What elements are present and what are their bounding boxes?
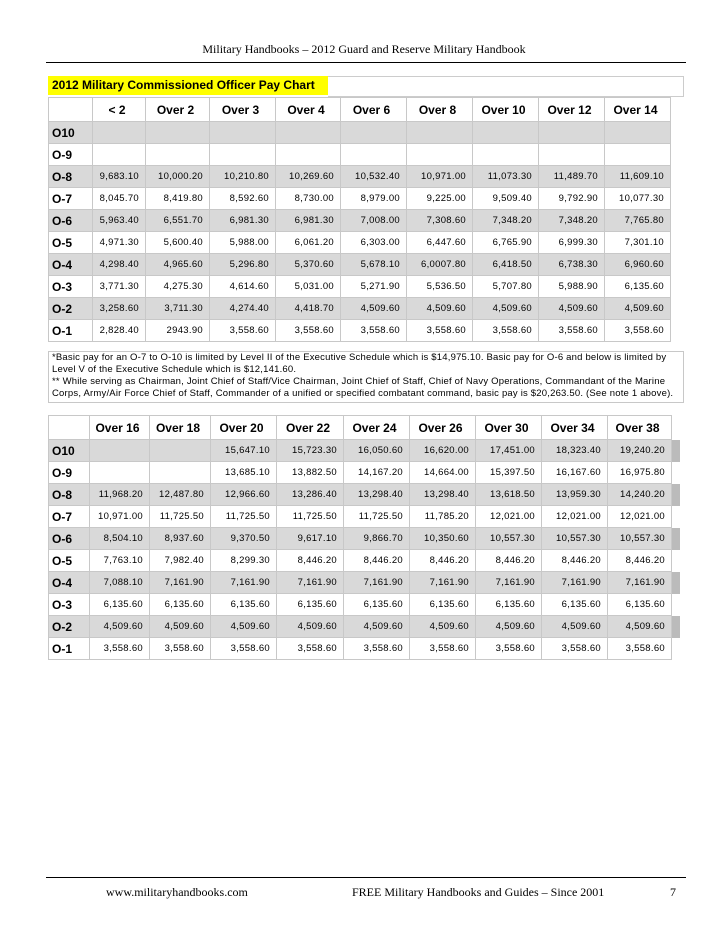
pay-cell: 15,397.50 [476, 462, 542, 484]
pay-cell [93, 144, 146, 166]
pay-cell [150, 440, 211, 462]
pay-cell: 8,299.30 [211, 550, 277, 572]
column-header: Over 38 [608, 416, 672, 440]
pay-cell [150, 462, 211, 484]
pay-cell: 10,532.40 [341, 166, 407, 188]
pay-cell: 3,558.60 [608, 638, 672, 660]
column-header: Over 8 [407, 98, 473, 122]
pay-cell: 5,707.80 [473, 276, 539, 298]
pay-cell: 2943.90 [146, 320, 210, 342]
pay-cell: 13,959.30 [542, 484, 608, 506]
pay-cell: 4,614.60 [210, 276, 276, 298]
pay-cell: 6,765.90 [473, 232, 539, 254]
pay-cell: 3,771.30 [93, 276, 146, 298]
pay-cell: 11,725.50 [277, 506, 344, 528]
pay-cell: 9,866.70 [344, 528, 410, 550]
table-row [49, 462, 681, 484]
pay-cell: 4,274.40 [210, 298, 276, 320]
table-row [49, 550, 681, 572]
table-row [49, 122, 671, 144]
pay-cell: 3,558.60 [277, 638, 344, 660]
table-edge [672, 484, 681, 506]
pay-cell: 6,551.70 [146, 210, 210, 232]
pay-cell: 6,418.50 [473, 254, 539, 276]
rank-label: O-3 [49, 276, 93, 298]
table-row [49, 254, 671, 276]
pay-cell: 11,489.70 [539, 166, 605, 188]
pay-cell: 6,738.30 [539, 254, 605, 276]
pay-cell: 14,664.00 [410, 462, 476, 484]
table-edge [672, 594, 681, 616]
rank-header [49, 98, 93, 122]
pay-cell: 10,557.30 [542, 528, 608, 550]
table-row [49, 188, 671, 210]
pay-cell: 4,509.60 [277, 616, 344, 638]
pay-cell: 15,647.10 [211, 440, 277, 462]
pay-cell: 12,021.00 [608, 506, 672, 528]
pay-cell: 8,937.60 [150, 528, 211, 550]
pay-cell [146, 144, 210, 166]
pay-cell: 6,999.30 [539, 232, 605, 254]
pay-cell: 7,308.60 [407, 210, 473, 232]
table-row [49, 484, 681, 506]
pay-cell: 9,509.40 [473, 188, 539, 210]
pay-cell: 13,286.40 [277, 484, 344, 506]
pay-cell: 8,730.00 [276, 188, 341, 210]
column-header: Over 18 [150, 416, 211, 440]
pay-cell: 8,446.20 [344, 550, 410, 572]
table-row [49, 144, 671, 166]
pay-cell: 7,301.10 [605, 232, 671, 254]
pay-cell: 4,509.60 [341, 298, 407, 320]
pay-cell: 4,509.60 [410, 616, 476, 638]
pay-cell: 7,088.10 [90, 572, 150, 594]
rank-header [49, 416, 90, 440]
pay-cell [473, 144, 539, 166]
pay-cell: 15,723.30 [277, 440, 344, 462]
pay-cell: 7,161.90 [476, 572, 542, 594]
column-header: Over 22 [277, 416, 344, 440]
pay-cell: 13,882.50 [277, 462, 344, 484]
table-edge [672, 616, 681, 638]
pay-cell: 6,135.60 [150, 594, 211, 616]
table-edge [672, 462, 681, 484]
pay-cell: 6,135.60 [90, 594, 150, 616]
pay-cell: 16,167.60 [542, 462, 608, 484]
pay-cell: 3,558.60 [539, 320, 605, 342]
pay-cell: 7,161.90 [410, 572, 476, 594]
pay-cell: 11,785.20 [410, 506, 476, 528]
pay-cell: 8,045.70 [93, 188, 146, 210]
pay-cell [146, 122, 210, 144]
rank-label: O-6 [49, 528, 90, 550]
table-edge [672, 440, 681, 462]
pay-cell: 11,725.50 [211, 506, 277, 528]
rank-label: O-1 [49, 320, 93, 342]
pay-cell: 7,763.10 [90, 550, 150, 572]
pay-cell: 10,269.60 [276, 166, 341, 188]
pay-cell [341, 122, 407, 144]
pay-cell: 9,617.10 [277, 528, 344, 550]
pay-cell: 3,558.60 [410, 638, 476, 660]
pay-cell: 3,558.60 [210, 320, 276, 342]
table-row [49, 298, 671, 320]
pay-cell: 8,446.20 [410, 550, 476, 572]
pay-cell: 10,210.80 [210, 166, 276, 188]
pay-cell: 6,447.60 [407, 232, 473, 254]
pay-cell: 8,446.20 [476, 550, 542, 572]
pay-cell: 6,135.60 [344, 594, 410, 616]
pay-cell: 10,077.30 [605, 188, 671, 210]
pay-cell: 7,161.90 [344, 572, 410, 594]
pay-cell: 8,504.10 [90, 528, 150, 550]
pay-cell: 6,135.60 [476, 594, 542, 616]
pay-cell: 3,558.60 [150, 638, 211, 660]
pay-cell: 6,960.60 [605, 254, 671, 276]
rank-label: O-1 [49, 638, 90, 660]
pay-cell: 7,161.90 [211, 572, 277, 594]
pay-cell: 9,370.50 [211, 528, 277, 550]
pay-cell: 5,963.40 [93, 210, 146, 232]
footer-tagline: FREE Military Handbooks and Guides – Since 2001 [352, 885, 605, 899]
pay-cell: 4,509.60 [407, 298, 473, 320]
table-header-row [49, 98, 671, 122]
pay-cell: 4,509.60 [605, 298, 671, 320]
pay-cell [93, 122, 146, 144]
pay-cell: 7,765.80 [605, 210, 671, 232]
pay-cell: 12,966.60 [211, 484, 277, 506]
table-row [49, 210, 671, 232]
table-row [49, 506, 681, 528]
pay-cell: 4,418.70 [276, 298, 341, 320]
pay-cell: 3,558.60 [473, 320, 539, 342]
pay-table-1 [48, 97, 671, 342]
rank-label: O-4 [49, 254, 93, 276]
pay-cell: 9,683.10 [93, 166, 146, 188]
pay-cell: 7,161.90 [608, 572, 672, 594]
pay-cell: 4,509.60 [476, 616, 542, 638]
rank-label: O-8 [49, 484, 90, 506]
pay-cell: 6,135.60 [410, 594, 476, 616]
pay-cell: 3,558.60 [341, 320, 407, 342]
pay-cell: 4,509.60 [90, 616, 150, 638]
pay-cell [210, 122, 276, 144]
table-row [49, 594, 681, 616]
pay-cell: 3,558.60 [605, 320, 671, 342]
pay-cell: 10,000.20 [146, 166, 210, 188]
column-header: Over 12 [539, 98, 605, 122]
pay-cell: 8,419.80 [146, 188, 210, 210]
pay-cell: 11,725.50 [344, 506, 410, 528]
table-header-row [49, 416, 681, 440]
pay-cell: 5,031.00 [276, 276, 341, 298]
pay-cell: 3,711.30 [146, 298, 210, 320]
pay-cell: 5,271.90 [341, 276, 407, 298]
column-header: Over 30 [476, 416, 542, 440]
pay-cell: 14,240.20 [608, 484, 672, 506]
pay-cell: 10,971.00 [90, 506, 150, 528]
page-header: Military Handbooks – 2012 Guard and Reserve Military Handbook [202, 42, 526, 56]
pay-cell: 17,451.00 [476, 440, 542, 462]
pay-cell [407, 144, 473, 166]
table-edge [672, 638, 681, 660]
column-header: < 2 [93, 98, 146, 122]
pay-cell [90, 440, 150, 462]
rank-label: O-9 [49, 144, 93, 166]
pay-cell: 5,988.00 [210, 232, 276, 254]
pay-cell [605, 122, 671, 144]
rank-label: O-7 [49, 506, 90, 528]
table-row [49, 440, 681, 462]
pay-cell: 4,965.60 [146, 254, 210, 276]
pay-cell: 6,135.60 [211, 594, 277, 616]
pay-cell: 4,509.60 [150, 616, 211, 638]
rank-label: O-4 [49, 572, 90, 594]
column-header: Over 20 [211, 416, 277, 440]
pay-cell: 11,073.30 [473, 166, 539, 188]
pay-cell: 8,592.60 [210, 188, 276, 210]
rank-label: O-5 [49, 550, 90, 572]
pay-cell: 4,509.60 [211, 616, 277, 638]
pay-cell: 4,275.30 [146, 276, 210, 298]
column-header: Over 24 [344, 416, 410, 440]
pay-cell: 9,225.00 [407, 188, 473, 210]
column-header: Over 6 [341, 98, 407, 122]
column-header: Over 2 [146, 98, 210, 122]
pay-cell: 16,050.60 [344, 440, 410, 462]
pay-cell: 5,296.80 [210, 254, 276, 276]
pay-cell [473, 122, 539, 144]
column-header: Over 14 [605, 98, 671, 122]
pay-cell: 16,620.00 [410, 440, 476, 462]
pay-cell: 7,161.90 [542, 572, 608, 594]
pay-cell: 3,558.60 [476, 638, 542, 660]
pay-cell: 12,487.80 [150, 484, 211, 506]
pay-cell: 12,021.00 [476, 506, 542, 528]
table-row [49, 528, 681, 550]
pay-cell [210, 144, 276, 166]
table-row [49, 320, 671, 342]
pay-cell: 6,135.60 [605, 276, 671, 298]
pay-cell: 4,509.60 [608, 616, 672, 638]
pay-cell: 6,061.20 [276, 232, 341, 254]
pay-cell: 3,558.60 [407, 320, 473, 342]
pay-cell: 4,971.30 [93, 232, 146, 254]
pay-cell: 13,685.10 [211, 462, 277, 484]
pay-cell: 6,303.00 [341, 232, 407, 254]
page-number: 7 [670, 885, 676, 899]
table-row [49, 276, 671, 298]
table-edge [672, 416, 681, 440]
column-header: Over 3 [210, 98, 276, 122]
chart-title-bar [328, 76, 684, 97]
pay-cell: 12,021.00 [542, 506, 608, 528]
pay-cell: 7,008.00 [341, 210, 407, 232]
pay-cell: 10,557.30 [608, 528, 672, 550]
table-row [49, 232, 671, 254]
table-row [49, 572, 681, 594]
pay-cell: 6,135.60 [542, 594, 608, 616]
pay-cell: 6,135.60 [277, 594, 344, 616]
pay-cell: 3,558.60 [344, 638, 410, 660]
rank-label: O10 [49, 122, 93, 144]
pay-cell: 7,161.90 [277, 572, 344, 594]
chart-title: 2012 Military Commissioned Officer Pay Chart [48, 76, 328, 95]
header-rule [46, 62, 686, 63]
pay-cell: 8,979.00 [341, 188, 407, 210]
pay-cell: 8,446.20 [608, 550, 672, 572]
pay-cell: 6,981.30 [210, 210, 276, 232]
pay-cell: 18,323.40 [542, 440, 608, 462]
pay-cell: 5,600.40 [146, 232, 210, 254]
table-edge [672, 550, 681, 572]
pay-cell: 19,240.20 [608, 440, 672, 462]
footer-rule [46, 877, 686, 878]
table-row [49, 638, 681, 660]
pay-cell: 6,981.30 [276, 210, 341, 232]
rank-label: O-2 [49, 616, 90, 638]
rank-label: O-5 [49, 232, 93, 254]
pay-cell [407, 122, 473, 144]
pay-cell [90, 462, 150, 484]
pay-cell: 16,975.80 [608, 462, 672, 484]
pay-cell: 10,350.60 [410, 528, 476, 550]
pay-cell: 13,618.50 [476, 484, 542, 506]
rank-label: O-6 [49, 210, 93, 232]
rank-label: O10 [49, 440, 90, 462]
pay-cell [276, 144, 341, 166]
column-header: Over 10 [473, 98, 539, 122]
pay-cell: 4,509.60 [539, 298, 605, 320]
pay-cell: 7,161.90 [150, 572, 211, 594]
pay-cell: 13,298.40 [344, 484, 410, 506]
pay-cell: 6,0007.80 [407, 254, 473, 276]
pay-cell: 7,982.40 [150, 550, 211, 572]
pay-cell: 3,558.60 [542, 638, 608, 660]
table-row [49, 616, 681, 638]
rank-label: O-3 [49, 594, 90, 616]
pay-cell: 3,258.60 [93, 298, 146, 320]
column-header: Over 34 [542, 416, 608, 440]
pay-cell: 10,557.30 [476, 528, 542, 550]
pay-cell: 5,988.90 [539, 276, 605, 298]
pay-cell: 3,558.60 [276, 320, 341, 342]
note-line-2: ** While serving as Chairman, Joint Chief of Staff/Vice Chairman, Joint Chief of Staff, Chief of Navy Operations, Commandant of the Marine Corps, Army/Air Force Chief of Staff, Commander of a unified or specified combatant command, basic pay is $20,263.50. (See note 1 above). [52, 376, 674, 399]
pay-cell: 5,370.60 [276, 254, 341, 276]
pay-cell [341, 144, 407, 166]
pay-cell: 7,348.20 [473, 210, 539, 232]
table-edge [672, 528, 681, 550]
pay-cell: 10,971.00 [407, 166, 473, 188]
pay-cell: 8,446.20 [277, 550, 344, 572]
rank-label: O-9 [49, 462, 90, 484]
pay-cell: 5,678.10 [341, 254, 407, 276]
pay-cell: 3,558.60 [90, 638, 150, 660]
pay-cell: 4,509.60 [344, 616, 410, 638]
pay-cell [605, 144, 671, 166]
pay-limit-note [48, 351, 684, 403]
pay-cell [276, 122, 341, 144]
note-line-1: *Basic pay for an O-7 to O-10 is limited by Level II of the Executive Schedule which is $14,975.10. Basic pay for O-6 and below is limited by Level V of the Executive Schedule which is $12,141.60. [52, 352, 667, 375]
pay-cell: 14,167.20 [344, 462, 410, 484]
pay-cell: 5,536.50 [407, 276, 473, 298]
pay-cell [539, 144, 605, 166]
table-edge [672, 506, 681, 528]
pay-cell: 3,558.60 [211, 638, 277, 660]
column-header: Over 16 [90, 416, 150, 440]
rank-label: O-7 [49, 188, 93, 210]
pay-table-2 [48, 415, 681, 660]
table-row [49, 166, 671, 188]
pay-cell: 4,509.60 [473, 298, 539, 320]
pay-cell: 11,609.10 [605, 166, 671, 188]
pay-cell: 11,968.20 [90, 484, 150, 506]
table-edge [672, 572, 681, 594]
pay-cell: 11,725.50 [150, 506, 211, 528]
pay-cell [539, 122, 605, 144]
pay-cell: 8,446.20 [542, 550, 608, 572]
pay-cell: 4,298.40 [93, 254, 146, 276]
rank-label: O-8 [49, 166, 93, 188]
pay-cell: 7,348.20 [539, 210, 605, 232]
column-header: Over 26 [410, 416, 476, 440]
pay-cell: 2,828.40 [93, 320, 146, 342]
footer-website: www.militaryhandbooks.com [106, 885, 248, 899]
rank-label: O-2 [49, 298, 93, 320]
pay-cell: 9,792.90 [539, 188, 605, 210]
pay-cell: 6,135.60 [608, 594, 672, 616]
pay-cell: 13,298.40 [410, 484, 476, 506]
pay-cell: 4,509.60 [542, 616, 608, 638]
column-header: Over 4 [276, 98, 341, 122]
